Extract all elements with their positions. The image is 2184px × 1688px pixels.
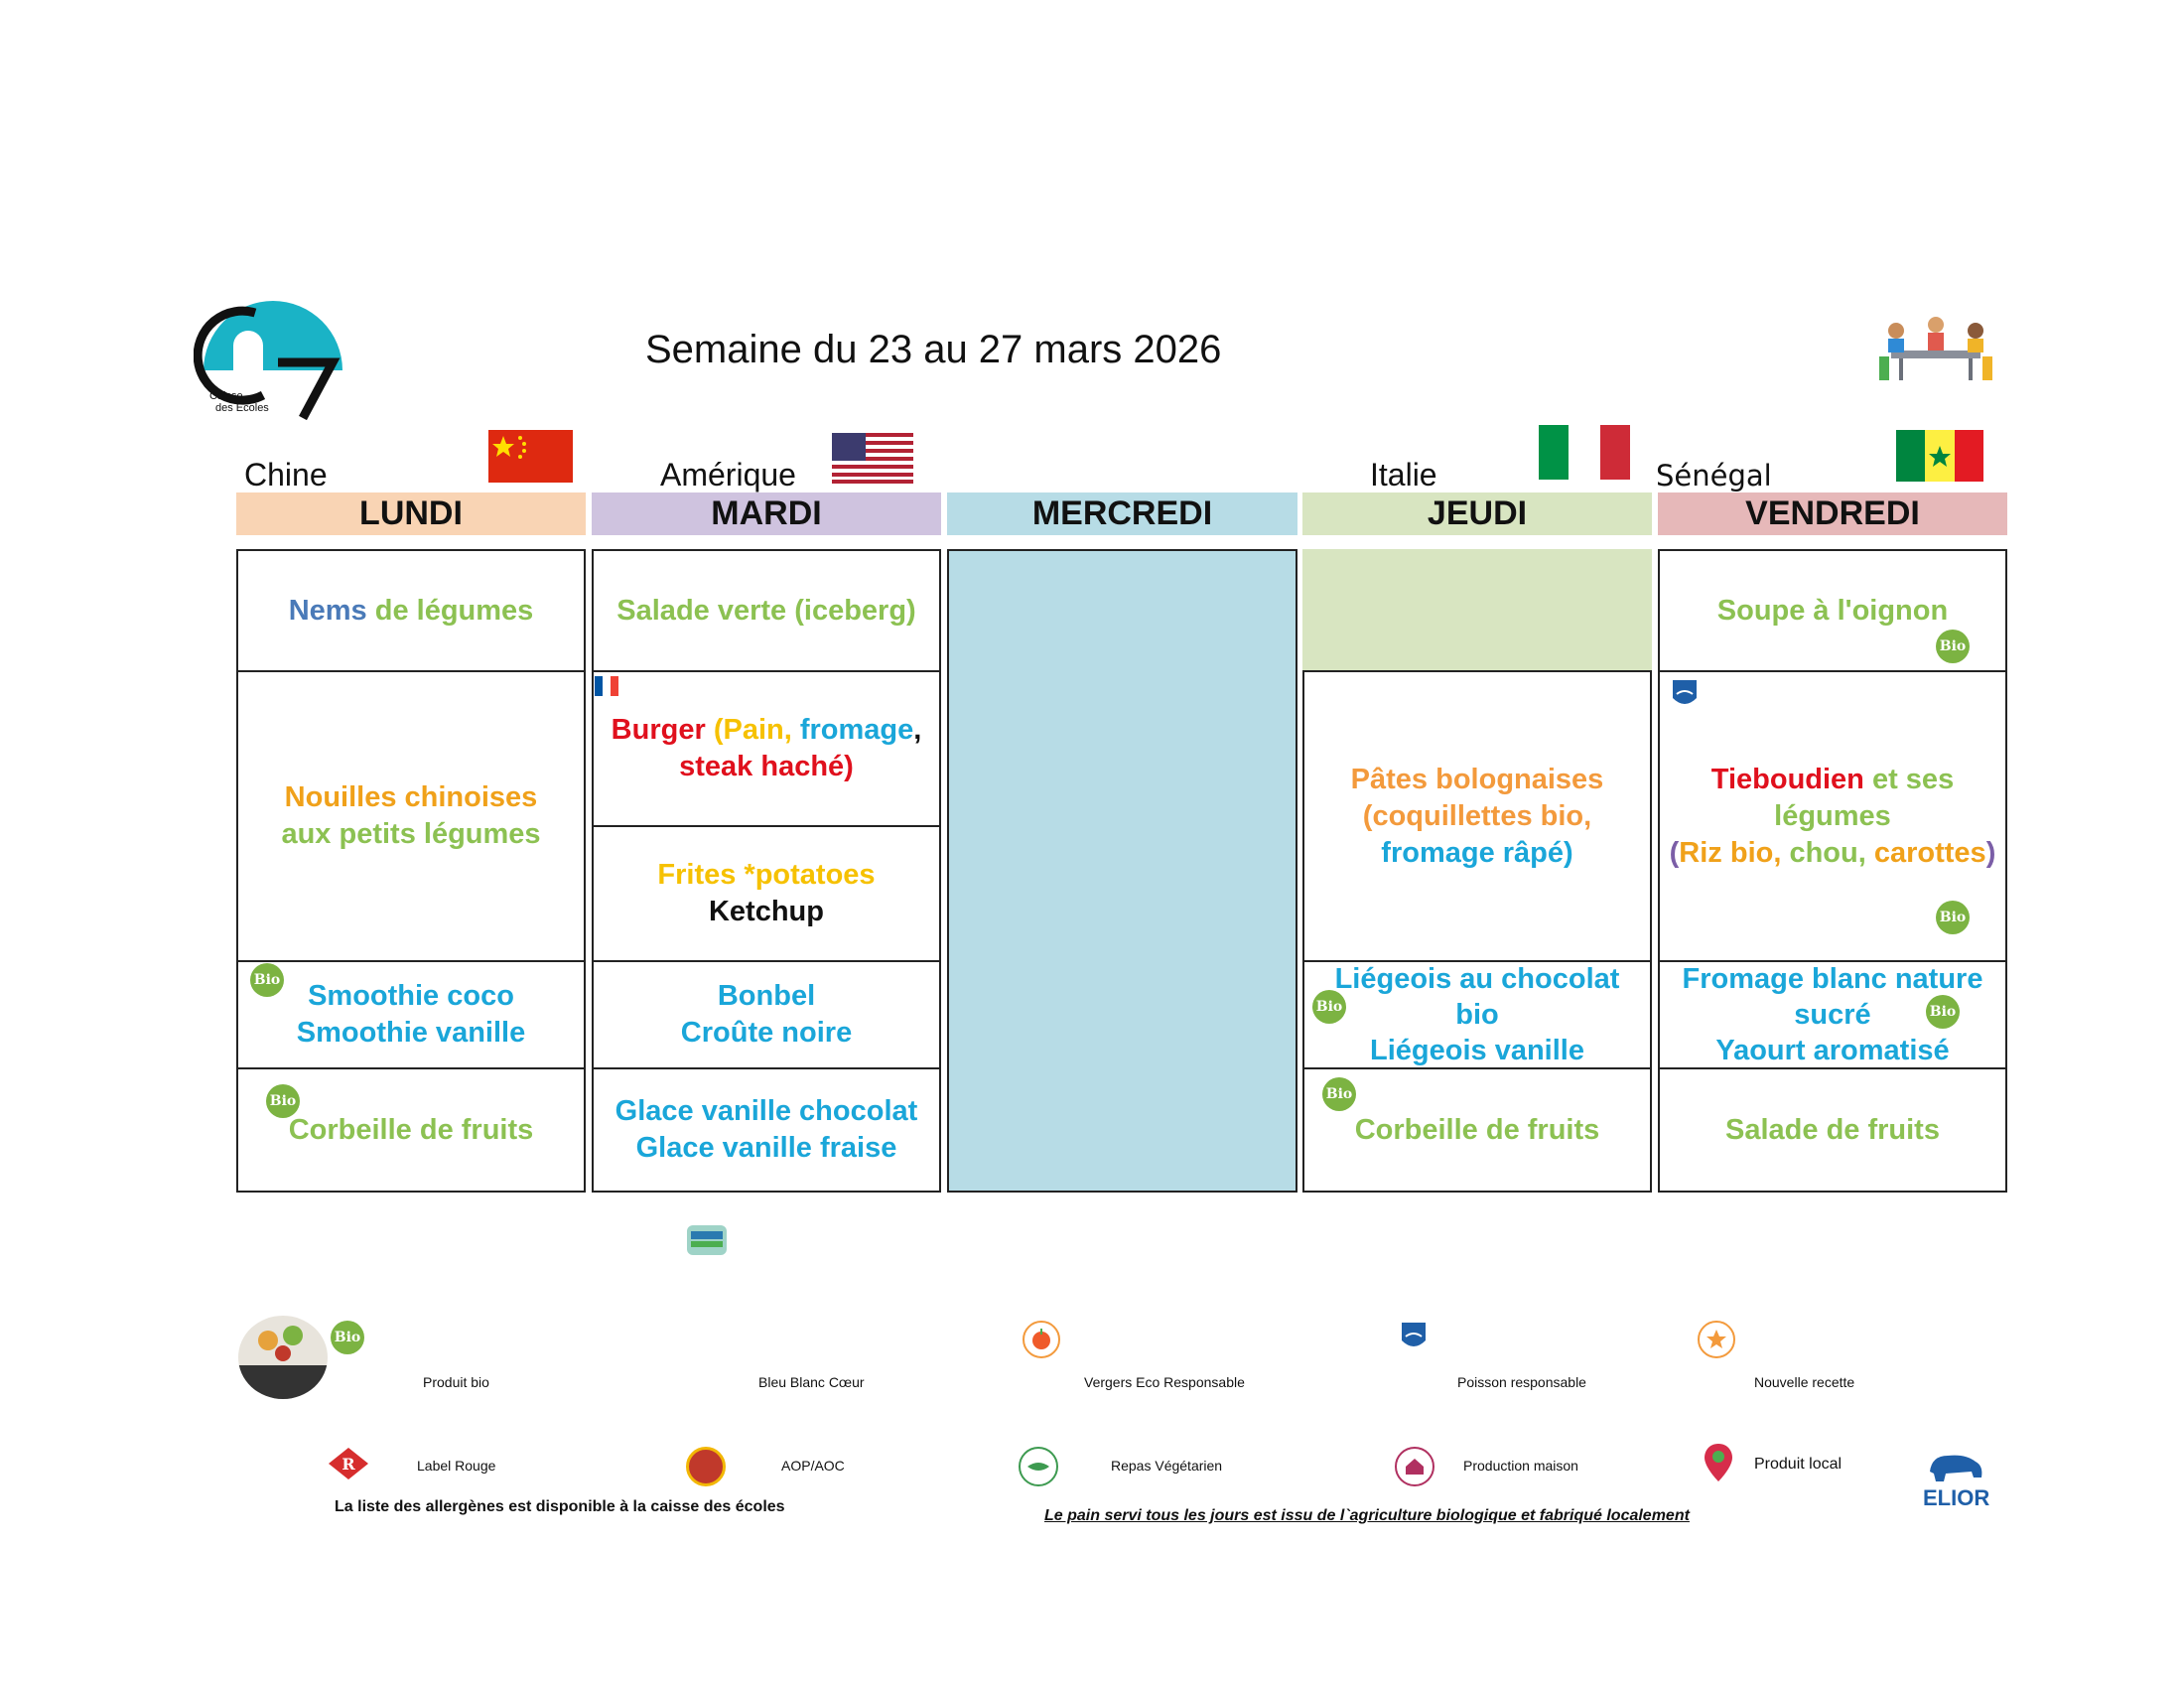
lundi-dessert: Corbeille de fruits [236,1067,586,1193]
des-chefs-plein-cuisine-logo [238,1316,328,1399]
vendredi-starter: Soupe à l'oignon [1658,549,2007,672]
legend-label-rouge-label: Label Rouge [417,1458,496,1474]
nouvelle-recette-star-icon [1698,1321,1735,1358]
mercredi-empty-column [947,549,1297,1193]
lundi-main: Nouilles chinoises aux petits légumes [236,670,586,962]
usa-flag-icon [832,433,913,484]
bio-icon: Bio [1322,1077,1356,1111]
allergenes-note: La liste des allergènes est disponible à la caisse des écoles [335,1498,785,1515]
repas-vegetarien-icon [1019,1447,1058,1486]
aop-aoc-icon [686,1447,726,1486]
kids-eating-illustration [1871,313,2000,382]
vendredi-main: Tieboudien et ses légumes (Riz bio, chou, carottes) [1658,670,2007,962]
page-title: Semaine du 23 au 27 mars 2026 [645,328,1222,371]
logo-text-2: des Écoles [215,402,269,414]
vergers-eco-responsable-icon [1023,1321,1060,1358]
france-flag-icon [593,672,622,700]
jeudi-dairy: Liégeois au chocolat bio Liégeois vanille [1302,960,1652,1069]
production-maison-icon [1395,1447,1434,1486]
senegal-flag-icon [1896,430,1983,482]
country-lundi: Chine [244,457,328,492]
legend-aop-label: AOP/AOC [781,1458,845,1474]
day-header-jeudi: JEUDI [1302,492,1652,535]
bio-icon: Bio [1936,630,1970,663]
poisson-responsable-icon [1671,678,1699,710]
poisson-responsable-icon [1400,1321,1428,1352]
vendredi-dairy: Fromage blanc nature sucré Yaourt aromatisé [1658,960,2007,1069]
legend-nouvelle-label: Nouvelle recette [1754,1374,1855,1390]
day-header-mercredi: MERCREDI [947,492,1297,535]
jeudi-main: Pâtes bolognaises (coquillettes bio, fromage râpé) [1302,670,1652,962]
bio-icon: Bio [331,1321,364,1354]
bio-icon: Bio [1926,995,1960,1029]
china-flag-icon [488,430,573,483]
lundi-dairy: Smoothie coco Smoothie vanille [236,960,586,1069]
bio-icon: Bio [1312,990,1346,1024]
legend-maison-label: Production maison [1463,1458,1578,1474]
mardi-dairy: Bonbel Croûte noire [592,960,941,1069]
mardi-dessert: Glace vanille chocolat Glace vanille fraise [592,1067,941,1193]
legend-local-label: Produit local [1754,1456,1843,1473]
lundi-starter: Nems de légumes [236,549,586,672]
svg-text:R: R [341,1455,355,1474]
country-vendredi: Sénégal [1656,459,1772,492]
produit-local-pin-icon [1703,1442,1734,1483]
legend-bbc-label: Bleu Blanc Cœur [758,1374,865,1390]
legend-vege-label: Repas Végétarien [1111,1458,1223,1474]
label-rouge-icon [325,1446,372,1481]
bio-icon: Bio [250,963,284,997]
bleu-blanc-coeur-icon [685,1219,729,1259]
mardi-side: Frites *potatoes Ketchup [592,825,941,962]
bio-icon: Bio [1936,901,1970,934]
legend-poisson-label: Poisson responsable [1457,1374,1586,1390]
mardi-main: Burger (Pain, fromage, steak haché) [592,670,941,827]
country-jeudi: Italie [1370,457,1437,492]
legend-vergers-label: Vergers Eco Responsable [1084,1374,1245,1390]
pain-note: Le pain servi tous les jours est issu de l`agriculture biologique et fabriqué localement [1044,1507,1690,1524]
legend-bio-label: Produit bio [423,1374,489,1390]
logo-text-1: Caisse [209,390,243,402]
bio-icon: Bio [266,1084,300,1118]
jeudi-dessert: Corbeille de fruits [1302,1067,1652,1193]
day-header-vendredi: VENDREDI [1658,492,2007,535]
elior-bison-icon [1926,1450,1985,1485]
country-mardi: Amérique [660,457,796,492]
mardi-starter: Salade verte (iceberg) [592,549,941,672]
day-header-mardi: MARDI [592,492,941,535]
italy-flag-icon [1539,425,1630,480]
day-header-lundi: LUNDI [236,492,586,535]
jeudi-starter-empty [1302,549,1652,672]
vendredi-dessert: Salade de fruits [1658,1067,2007,1193]
elior-brand: ELIOR [1923,1485,1990,1510]
caisse-des-ecoles-logo [194,301,352,420]
